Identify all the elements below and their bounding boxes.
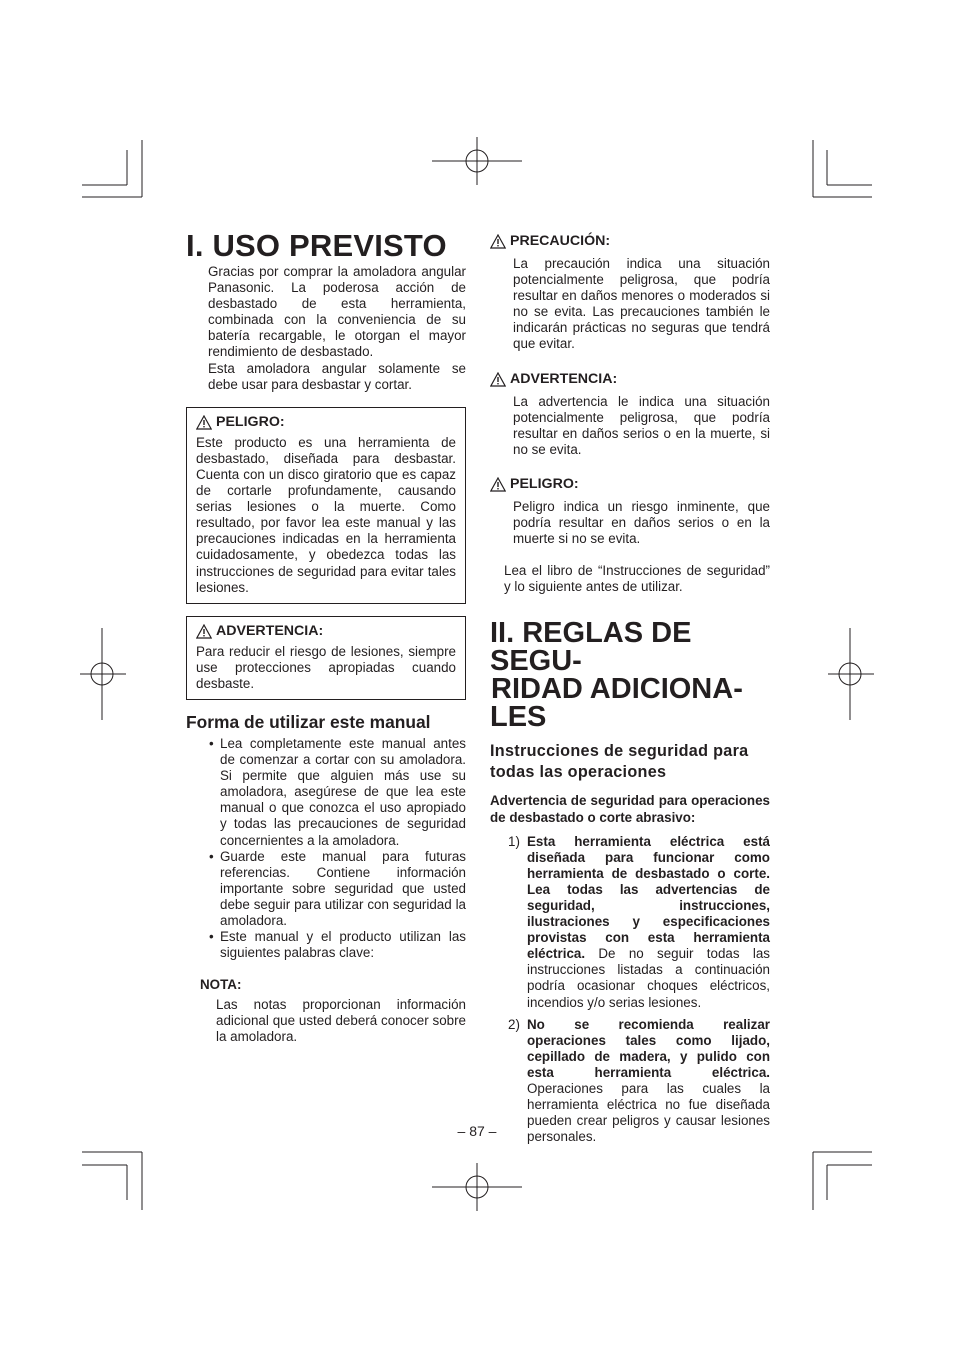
bullet-icon: • (209, 929, 214, 945)
peligro-title: PELIGRO: (510, 475, 579, 492)
lea-text: Lea el libro de “Instrucciones de seguridad” y lo siguiente antes de utilizar. (504, 563, 770, 595)
advertencia-heading (490, 371, 770, 388)
section-2-subtitle: Instrucciones de seguridad para todas las operaciones (490, 742, 749, 782)
bullet-text: Este manual y el producto utilizan las siguientes palabras clave: (220, 929, 466, 961)
warning-triangle-icon (196, 415, 212, 430)
bullet-icon: • (209, 735, 214, 751)
item-text: De no seguir todas las instrucciones listadas a continuación podría ocasionar choques eléctricos, incendios y/o serias lesiones. (527, 946, 770, 1010)
warning-triangle-icon (196, 624, 212, 639)
warning-triangle-icon (490, 372, 506, 387)
section-2-title-line-3: LES (490, 701, 547, 734)
peligro-box-heading (196, 414, 456, 431)
advertencia-box-title: ADVERTENCIA: (216, 622, 324, 639)
advert-heading: Advertencia de seguridad para operaciones de desbastado o corte abrasivo: (490, 793, 770, 825)
bullet-text: Lea completamente este manual antes de comenzar a cortar con su amoladora. Si permite que alguien más use su amoladora, asegúrese de que lea este manual o que conozca el uso apropiado y todas las precauciones de seguridad concernientes a la amoladora. (220, 735, 466, 848)
advertencia-box (186, 616, 466, 700)
section-1-title: I. USO PREVISTO (186, 228, 447, 263)
forma-title: Forma de utilizar este manual (186, 711, 431, 732)
precaucion-title: PRECAUCIÓN: (510, 233, 611, 249)
bullet-text: Guarde este manual para futuras referencias. Contiene información importante sobre seguridad que usted debe seguir para utilizar con seguridad la amoladora. (220, 848, 466, 928)
section-2-title-line-2: RIDAD ADICIONA- (491, 673, 743, 706)
intro-paragraph-1: Gracias por comprar la amoladora angular Panasonic. La poderosa acción de desbastado de esta herramienta, combinada con la conveniencia de su batería recargable, le otorgan el mayor rendimiento de desbastado. (208, 264, 466, 360)
list-item (490, 834, 770, 1011)
item-number: 2) (508, 1016, 520, 1032)
warning-triangle-icon (490, 477, 506, 492)
page-number: – 87 – (457, 1123, 497, 1139)
left-column (186, 228, 466, 1046)
item-bold-text: No se recomienda realizar operaciones tales como lijado, cepillado de madera, y pulido con esta herramienta eléctrica. (527, 1016, 770, 1080)
advertencia-box-text: Para reducir el riesgo de lesiones, siempre use protecciones apropiadas cuando desbaste. (196, 643, 456, 691)
forma-bullet-list (186, 736, 466, 961)
intro-paragraph-2: Esta amoladora angular solamente se debe usar para desbastar y cortar. (208, 360, 466, 392)
precaucion-heading (490, 233, 770, 250)
right-column (490, 233, 770, 1145)
warning-triangle-icon (490, 234, 506, 249)
section-2-title (490, 617, 770, 734)
advertencia-title: ADVERTENCIA: (510, 370, 618, 387)
precaucion-text: La precaución indica una situación potencialmente peligrosa, que podría resultar en daños menores o moderados si no se evita. Las precauciones también le indicarán prácticas no seguras que tendrá que evitar. (513, 256, 770, 352)
peligro-heading (490, 476, 770, 493)
nota-text: Las notas proporcionan información adicional que usted deberá conocer sobre la amoladora. (216, 997, 466, 1045)
peligro-text: Peligro indica un riesgo inminente, que podría resultar en daños serios o en la muerte si no se evita. (513, 498, 770, 547)
advertencia-text: La advertencia le indica una situación potencialmente peligrosa, que podría resultar en daños serios o en la muerte, si no se evita. (513, 393, 770, 457)
peligro-box-title: PELIGRO: (216, 413, 285, 430)
list-item (186, 929, 466, 961)
list-item (186, 849, 466, 929)
peligro-box-text: Este producto es una herramienta de desbastado, diseñada para desbastar. Cuenta con un disco giratorio que es capaz de cortarle profundamente, causando serias lesiones o la muerte. Como resultado, por favor lea este manual y las precauciones indicadas en la herramienta cuidadosamente, y obedezca todas las instrucciones de seguridad para evitar tales lesiones. (196, 434, 456, 595)
advertencia-box-heading (196, 623, 456, 640)
item-text: Operaciones para las cuales la herramienta eléctrica no fue diseñada pueden crear peligros y causar lesiones personales. (527, 1081, 770, 1145)
peligro-box (186, 407, 466, 604)
item-number: 1) (508, 833, 520, 849)
item-bold-text: Esta herramienta eléctrica está diseñada para funcionar como herramienta de desbastado o corte. Lea todas las advertencias de seguridad, instrucciones, ilustraciones y especificaciones provistas con esta herramienta eléctrica. (527, 833, 770, 962)
section-2-title-line-1: II. REGLAS DE SEGU- (490, 617, 692, 678)
bullet-icon: • (209, 848, 214, 864)
nota-title: NOTA: (200, 977, 242, 993)
list-item (186, 736, 466, 849)
